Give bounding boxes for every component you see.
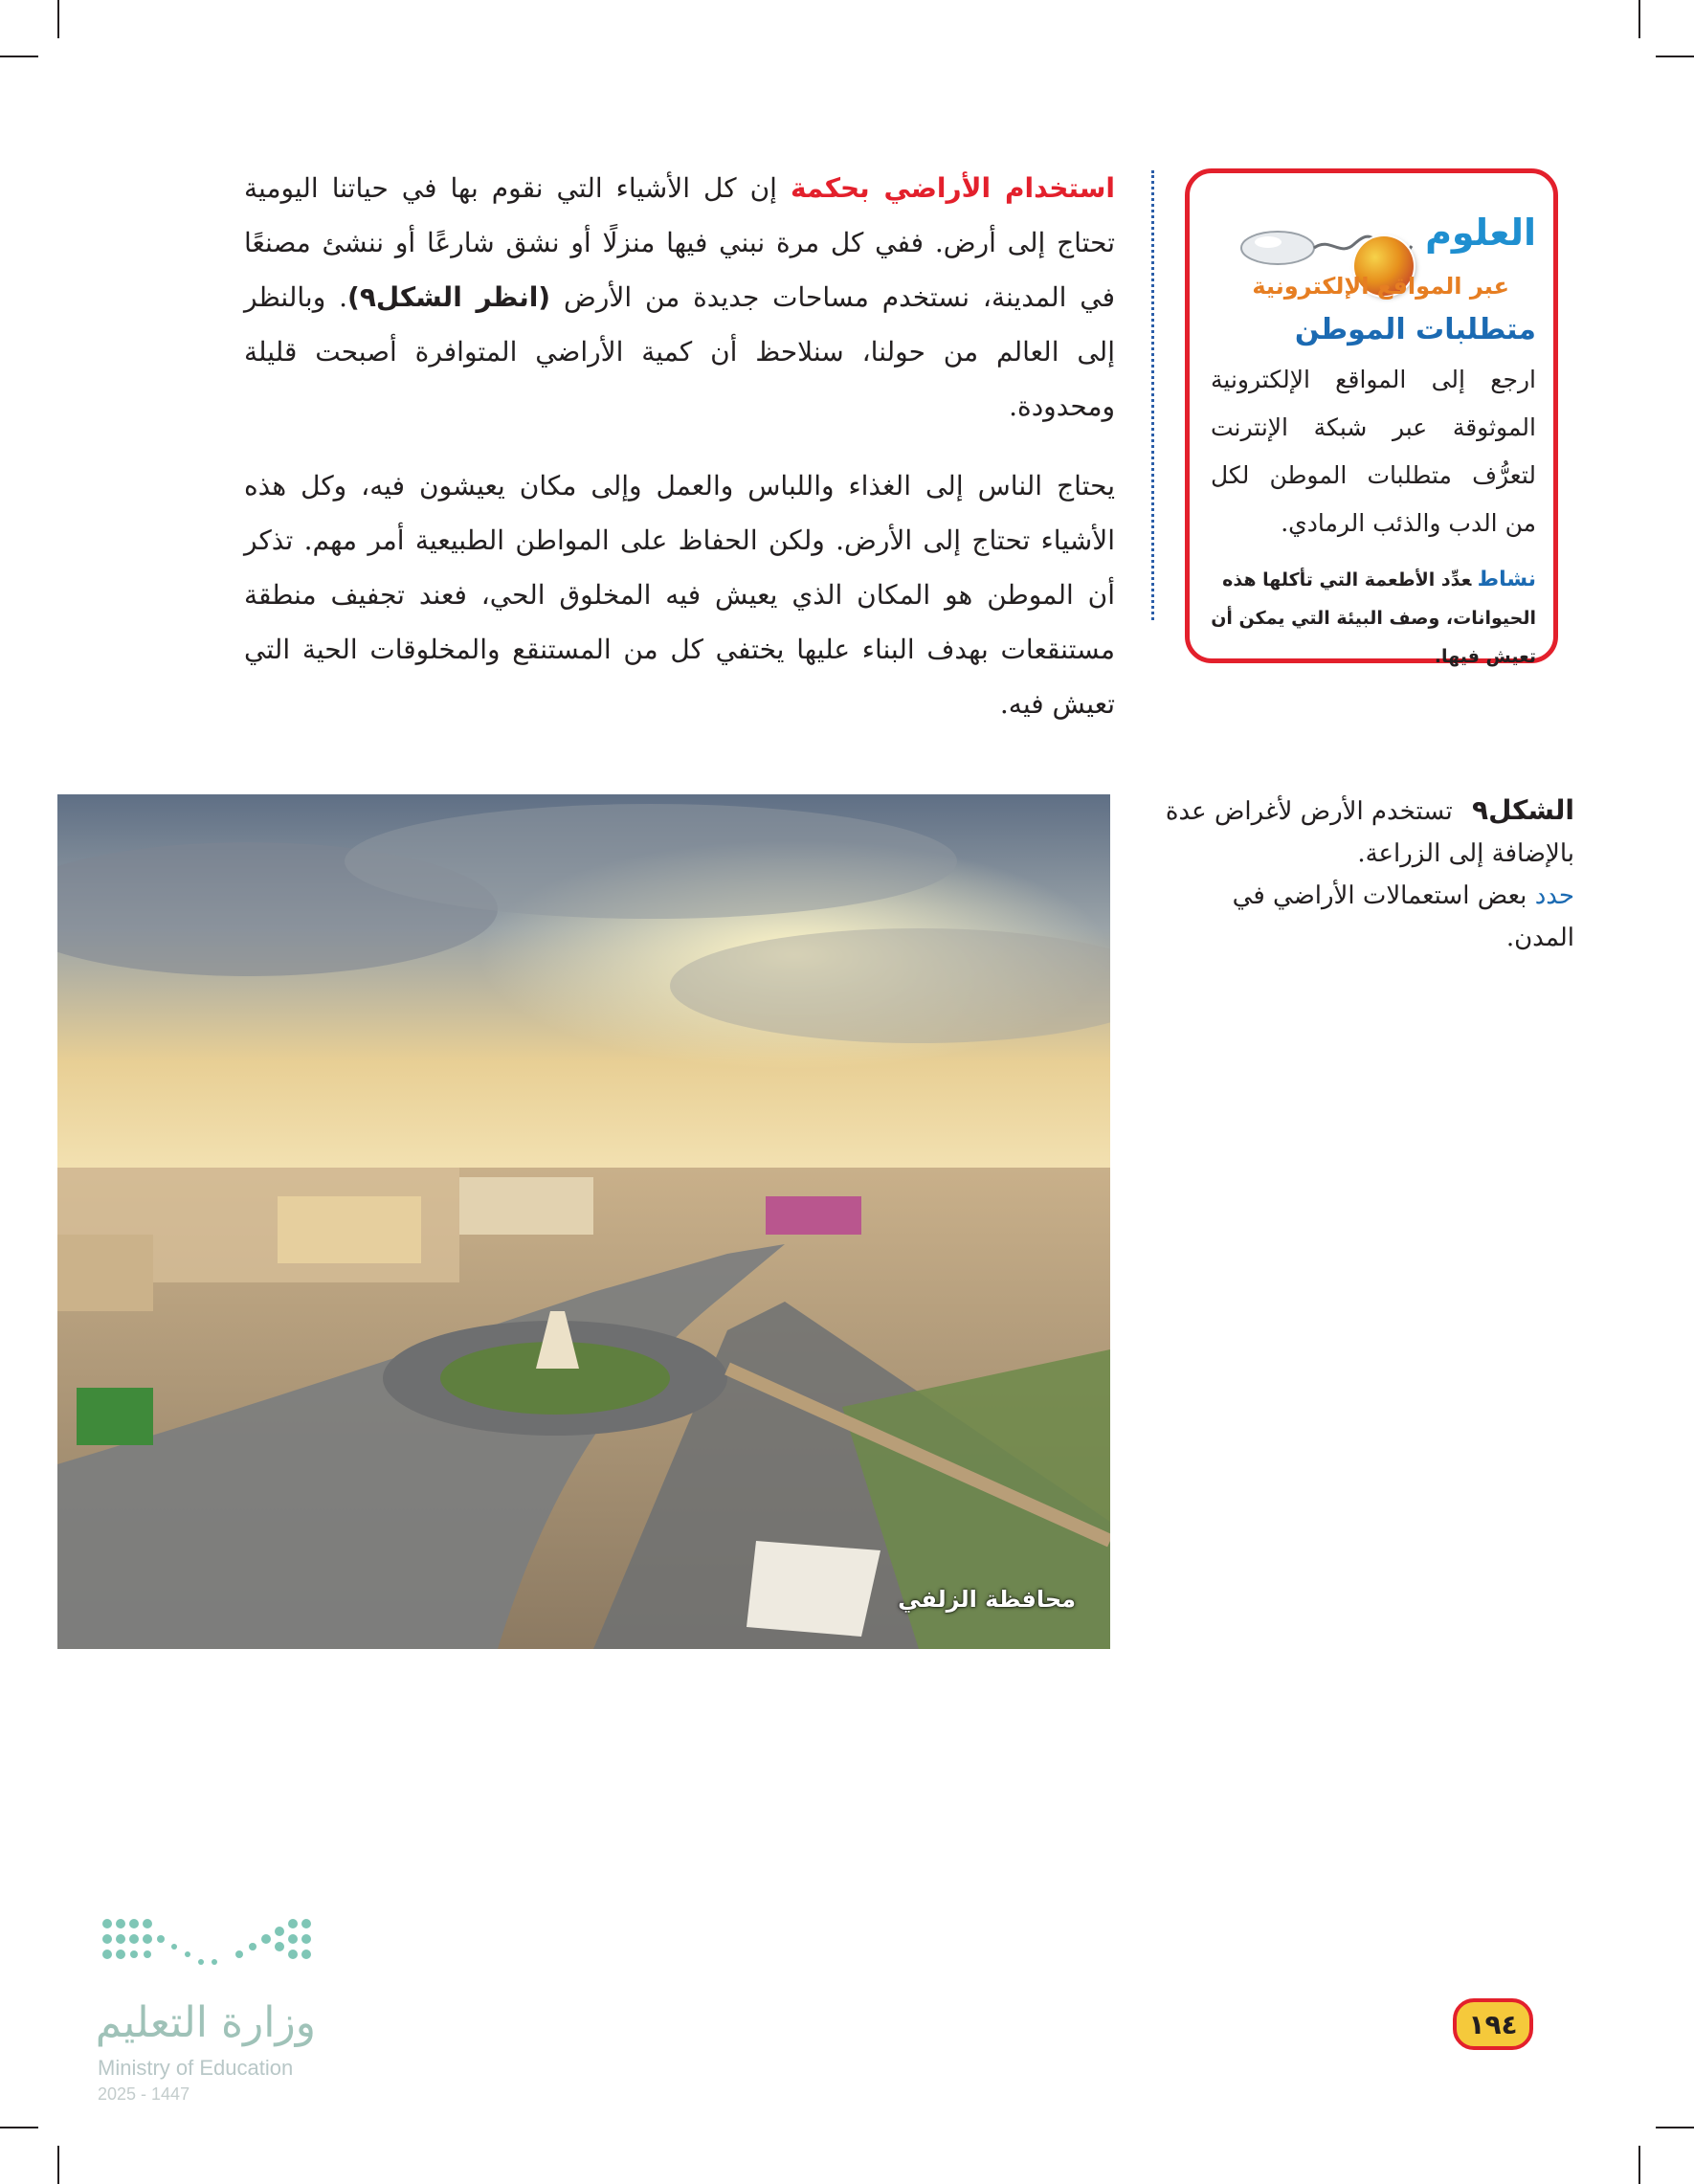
ministry-english-name: Ministry of Education <box>98 2056 294 2080</box>
paragraph-2: يحتاج الناس إلى الغذاء واللباس والعمل وإلى مكان يعيشون فيه، وكل هذه الأشياء تحتاج إلى الأرض. ولكن الحفاظ على المواطن الطبيعية أمر مهم. تذكر أن الموطن هو المكان الذي يعيش فيه المخلوق الحي، فعند تجفيف منطقة مستنقعات بهدف البناء عليها يختفي كل من المستنقع والمخلوقات الحية التي تعيش فيه. <box>244 470 1115 720</box>
city-photo-illustration <box>57 794 1110 1649</box>
page-number: ١٩٤ <box>1453 1998 1533 2050</box>
figure-prompt-text: بعض استعمالات الأراضي في المدن. <box>1232 881 1574 952</box>
box-header <box>1211 190 1536 305</box>
crop-mark <box>0 56 38 57</box>
figure-caption <box>1163 790 1574 959</box>
crop-mark <box>1656 56 1694 57</box>
science-online-box <box>1185 168 1558 667</box>
figure-reference: (انظر الشكل٩) <box>347 281 551 313</box>
main-text <box>244 161 1115 756</box>
brand-title: العلوم <box>1425 212 1536 254</box>
figure-caption-text: تستخدم الأرض لأغراض عدة بالإضافة إلى الزراعة. <box>1165 797 1574 868</box>
activity <box>1211 561 1536 676</box>
paragraph-1-end: . وبالنظر إلى العالم من حولنا، سنلاحظ أن كمية الأراضي المتوافرة أصبحت قليلة ومحدودة. <box>244 281 1115 422</box>
crop-mark <box>57 0 59 38</box>
figure-prompt-verb: حدد <box>1534 881 1574 910</box>
ministry-year: 2025 - 1447 <box>98 2084 190 2104</box>
ministry-logo <box>96 1912 316 2113</box>
crop-mark <box>1656 2127 1694 2128</box>
figure-label: الشكل٩ <box>1472 794 1574 826</box>
crop-mark <box>1638 2146 1640 2184</box>
crop-mark <box>57 2146 59 2184</box>
ministry-arabic-name: وزارة التعليم <box>95 1998 316 2047</box>
section-lead: استخدام الأراضي بحكمة <box>790 172 1115 204</box>
photo-caption: محافظة الزلفي <box>898 1586 1076 1613</box>
box-body: ارجع إلى المواقع الإلكترونية الموثوقة عبر شبكة الإنترنت لتعرُّف متطلبات الموطن لكل من الدب والذئب الرمادي. <box>1211 366 1536 537</box>
column-divider <box>1151 170 1154 620</box>
box-title: متطلبات الموطن <box>1294 313 1536 346</box>
city-photo <box>57 794 1110 1649</box>
brand-subtitle: عبر المواقع الإلكترونية <box>1252 273 1509 300</box>
crop-mark <box>1638 0 1640 38</box>
paragraph-1 <box>244 161 1115 434</box>
ministry-dots-icon <box>96 1912 316 1989</box>
crop-mark <box>0 2127 38 2128</box>
activity-label: نشاط <box>1479 568 1536 591</box>
activity-text: عدِّد الأطعمة التي تأكلها هذه الحيوانات، وصف البيئة التي يمكن أن تعيش فيها. <box>1211 569 1536 667</box>
paragraph-1-text: إن كل الأشياء التي نقوم بها في حياتنا اليومية تحتاج إلى أرض. ففي كل مرة نبني فيها منزلًا أو نشق شارعًا أو ننشئ مصنعًا في المدينة، نستخدم مساحات جديدة من الأرض <box>244 172 1116 313</box>
